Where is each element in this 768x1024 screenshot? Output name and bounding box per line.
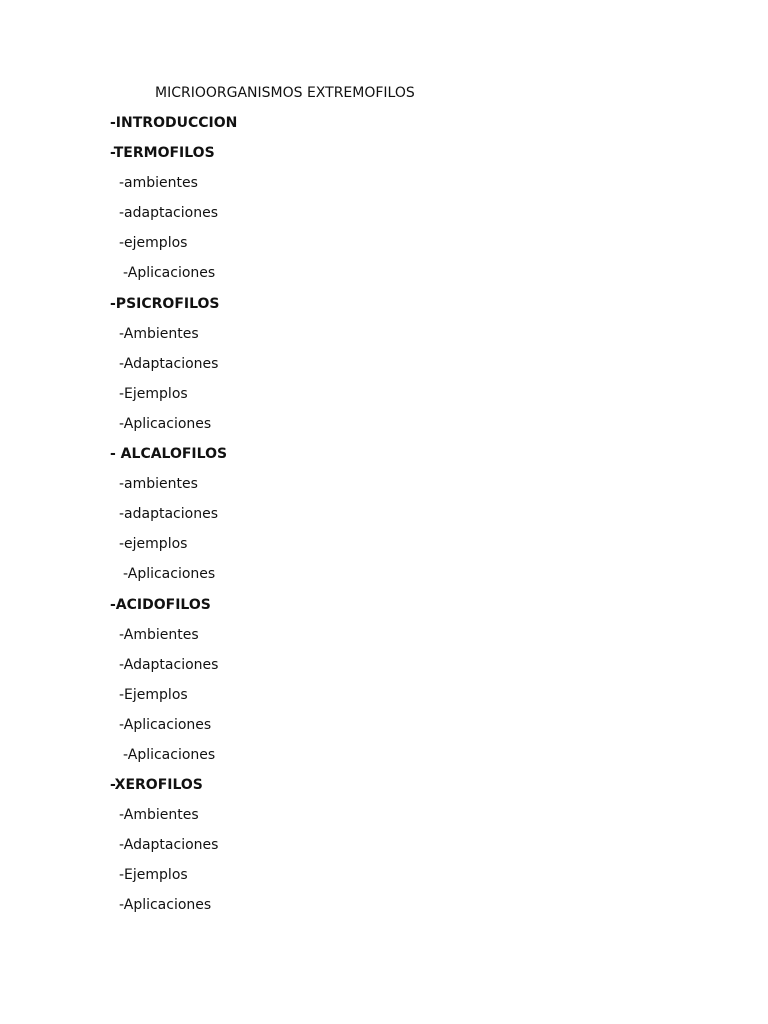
outline-heading: -INTRODUCCION (110, 115, 238, 131)
outline-subitem: -adaptaciones (119, 205, 218, 222)
outline-subitem: -Aplicaciones (119, 897, 212, 914)
outline-subitem: -Ambientes (119, 325, 199, 342)
outline-subitem: -ejemplos (119, 235, 188, 252)
outline-subitem: -ambientes (119, 476, 198, 493)
outline-subitem: -Adaptaciones (119, 837, 219, 854)
outline-heading: -TERMOFILOS (110, 145, 215, 162)
outline-subitem: -ambientes (119, 175, 198, 192)
outline-subitem: -Ejemplos (119, 867, 188, 884)
document-title: MICRIOORGANISMOS EXTREMOFILOS (155, 85, 415, 101)
outline-heading: -PSICROFILOS (110, 295, 220, 312)
outline-subitem: -Aplicaciones (119, 716, 212, 733)
outline-subitem: -Ambientes (119, 807, 199, 824)
outline-subitem: -Aplicaciones (119, 415, 212, 432)
outline-subitem: -Aplicaciones (123, 265, 216, 282)
outline-heading: - ALCALOFILOS (110, 446, 228, 463)
outline-subitem: -Adaptaciones (119, 656, 219, 673)
outline-heading: -ACIDOFILOS (110, 596, 211, 613)
outline-subitem: -Aplicaciones (123, 746, 216, 763)
outline-subitem: -Aplicaciones (123, 566, 216, 583)
outline-subitem: -Ambientes (119, 626, 199, 643)
outline-subitem: -Ejemplos (119, 686, 188, 703)
outline-subitem: -adaptaciones (119, 506, 218, 523)
outline-subitem: -ejemplos (119, 536, 188, 553)
outline-heading: -XEROFILOS (110, 777, 203, 794)
outline-subitem: -Ejemplos (119, 385, 188, 402)
outline-list (0, 114, 768, 927)
outline-subitem: -Adaptaciones (119, 355, 219, 372)
